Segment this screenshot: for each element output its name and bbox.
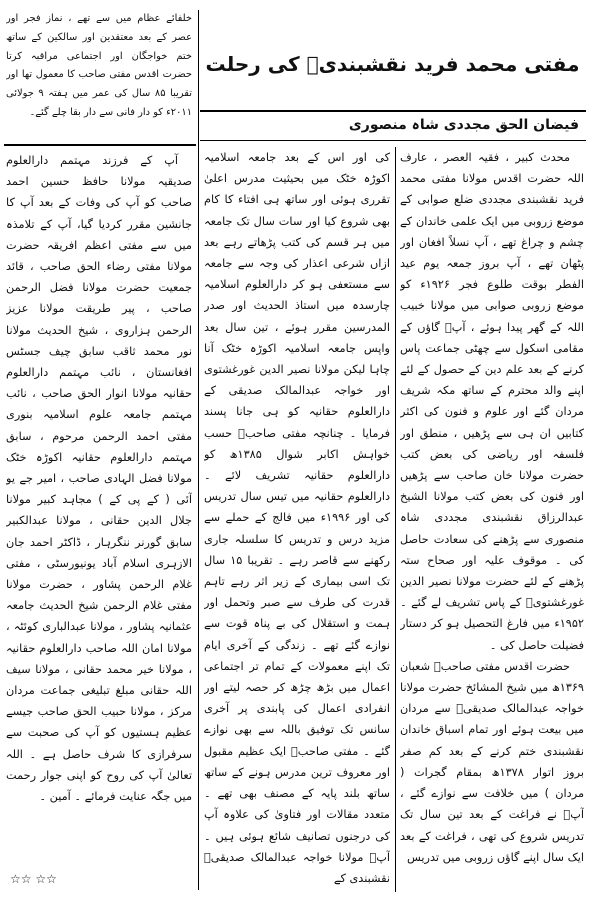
- successors-paragraph: آپ کے فرزند مہتمم دارالعلوم صدیقیہ مولانا حافظ حسین احمد صاحب کو آپ کی وفات کے بعد آپ کا جانشین مقرر کردیا گیا، آپ کے تلامذہ میں سے مفتی اعظم افریقہ حضرت مولانا مفتی رضاء الحق صاحب ، قائد جمعیت حضرت مولانا فضل الرحمن صاحب ، پیر طریقت مولانا عزیز الرحمن ہزاروی ، شیخ الحدیث مولانا نور محمد ثاقب سابق چیف جسٹس افغانستان ، نائب مہتمم دارالعلوم حقانیہ مولانا انوار الحق صاحب ، نائب مہتمم جامعہ علوم اسلامیہ بنوری مفتی احمد الرحمن مرحوم ، سابق مہتمم دارالعلوم حقانیہ اکوڑہ خٹک مولانا فضل الہادی صاحب ، امیر جے یو آئی ( کے پی کے ) مجاہد کبیر مولانا جلال الدین حقانی ، مولانا عبدالکبیر سابق گورنر ننگرہار ، ڈاکٹر احمد جان الازہری اسلام آباد یونیورسٹی ، مفتی غلام الرحمن پشاور ، حضرت مولانا مفتی غلام الرحمن شیخ الحدیث جامعہ عثمانیہ پشاور ، مولانا عبدالباری کوئٹہ ، مولانا امان اللہ صاحب دارالعلوم حقانیہ ، مولانا خیر محمد حقانی ، مولانا سیف اللہ حقانی مبلغ تبلیغی جماعت مردان مرکز ، مولانا حبیب الحق صاحب جیسے عظیم ہستیوں کو آپ کی صحبت سے سرفرازی کا شرف حاصل ہے ۔ اللہ تعالیٰ آپ کی روح کو اپنی جوار رحمت میں جگہ عنایت فرمائے ۔ آمین ۔: [6, 154, 192, 804]
- right-column: [400, 147, 584, 895]
- left-column-continuation: [6, 10, 192, 142]
- end-of-article-stars: ☆☆ ☆☆: [10, 872, 57, 886]
- headline-box: [200, 25, 585, 105]
- column-separator-rule: [4, 144, 196, 146]
- headline: مفتی محمد فرید نقشبندیؒ کی رحلت: [205, 52, 580, 76]
- author-byline: فیضان الحق مجددی شاہ منصوری: [348, 117, 579, 133]
- middle-column: [204, 147, 390, 895]
- byline-rule-bottom: [200, 140, 586, 141]
- bayat-paragraph: حضرت اقدس مفتی صاحبؒ شعبان ۱۳۶۹ھ میں شیخ المشائخ حضرت مولانا خواجہ عبدالمالک صدیقیؒ سے مردان میں بیعت ہوئے اور تمام اسباق خاندان نقشبندی ختم کرنے کے بعد کم صفر بروز اتوار ۱۳۷۸ھ بمقام گجرات ( مردان ) میں خلافت سے نوازے گئے ، آپؒ نے فراغت کے بعد تین سال تک تدریس شروع کی تھی ، فراغت کے بعد ایک سال اپنے گاؤں زروبی میں تدریس: [400, 659, 584, 864]
- continuation-paragraph: خلفائے عظام میں سے تھے ، نماز فجر اور عصر کے بعد معتقدین اور سالکین کے ساتھ ختم خواجگان اور اجتماعی مراقبہ کرتا حضرت اقدس مفتی صاحب کا معمول تھا اور تقریبا ۸۵ سال کی عمر میں ہفتہ ۹ جولائی ۲۰۱۱ء کو دار فانی سے دار بقا چلے گئے۔: [6, 13, 192, 118]
- vertical-rule-middle: [395, 147, 396, 892]
- biography-paragraph: محدث کبیر ، فقیہ العصر ، عارف اللہ حضرت اقدس مولانا مفتی محمد فرید نقشبندی مجددی ضلع صوابی کے موضع زروبی میں ایک علمی خاندان کے چشم و چراغ تھے ، آپ نسلاً افغان اور پٹھان تھے ، آپ بروز جمعہ یوم عید الفطر بوقت طلوع فجر ۱۹۲۶ء کو موضع زروبی صوابی میں مولانا خبیب اللہ کے گھر پیدا ہوئے ، آپؒ گاؤں کے مقامی اسکول سے چھٹی جماعت پاس کرنے کے بعد علم دین کے حصول کے لئے اپنے والد محترم کے ساتھ مکہ شریف مردان گئے اور علوم و فنون کی اکثر کتابیں ان ہی سے پڑھیں ، منطق اور فلسفہ اور ریاضی کی بعض کتب حضرت مولانا خان صاحب سے پڑھیں اور فنون کی بعض کتب مولانا الشیخ عبدالرزاق نقشبندی مجددی شاہ منصوری سے پڑھنے کی سعادت حاصل کی ۔ موقوف علیہ اور صحاح ستہ پڑھنے کے لئے حضرت مولانا نصیر الدین غورغشتویؒ کے پاس تشریف لے گئے ۔ ۱۹۵۲ء میں فارغ التحصیل ہو کر دستار فضیلت حاصل کی ۔: [400, 151, 584, 652]
- left-column: [6, 150, 192, 868]
- middle-paragraph: کی اور اس کے بعد جامعہ اسلامیہ اکوڑہ خٹک میں بحیثیت مدرس اعلیٰ تقرری ہوئی اور ساتھ ہی افتاء کا کام بھی شروع کیا اور سات سال تک جامعہ میں ہر قسم کی کتب پڑھاتے رہے بعد ازاں شرعی اعذار کی وجہ سے جامعہ سے مستعفی ہو کر دارالعلوم اسلامیہ چارسدہ میں استاذ الحدیث اور صدر المدرسین مقرر ہوئے ، تین سال بعد واپس جامعہ اسلامیہ اکوڑہ خٹک آنا چاہا لیکن مولانا نصیر الدین غورغشتوی اور خواجہ عبدالمالک صدیقی کے دارالعلوم حقانیہ کو ہی جانا پسند فرمایا ۔ چنانچہ مفتی صاحبؒ حسب خواہش اکابر شوال ۱۳۸۵ھ کو دارالعلوم حقانیہ تشریف لائے ۔ دارالعلوم حقانیہ میں تیس سال تدریس کی اور ۱۹۹۶ء میں فالج کے حملے سے مزید درس و تدریس کا سلسلہ جاری رکھنے سے قاصر رہے ۔ تقریبا ۱۵ سال تک اسی بیماری کے زیر اثر رہے تاہم قدرت کی طرف سے صبر وتحمل اور ہمت و استقلال کی بے پناہ قوت سے نوازے گئے تھے ۔ زندگی کے آخری ایام تک اپنے معمولات کے تمام تر اجتماعی اعمال میں بڑھ چڑھ کر حصہ لیتے اور انفرادی اعمال کی پابندی پر آخری سانس تک توفیق باللہ سے بھی نوازے گئے ۔ مفتی صاحبؒ ایک عظیم مقبول اور معروف ترین مدرس ہونے کے ساتھ ساتھ بلند پایہ کے مصنف بھی تھے ۔ متعدد مقالات اور فتاویٰ کی علاوہ آپ کی درجنوں تصانیف شائع ہوئی ہیں ۔ آپؒ مولانا خواجہ عبدالمالک صدیقیؒ نقشبندی کے: [204, 151, 390, 885]
- vertical-rule-left: [198, 10, 199, 890]
